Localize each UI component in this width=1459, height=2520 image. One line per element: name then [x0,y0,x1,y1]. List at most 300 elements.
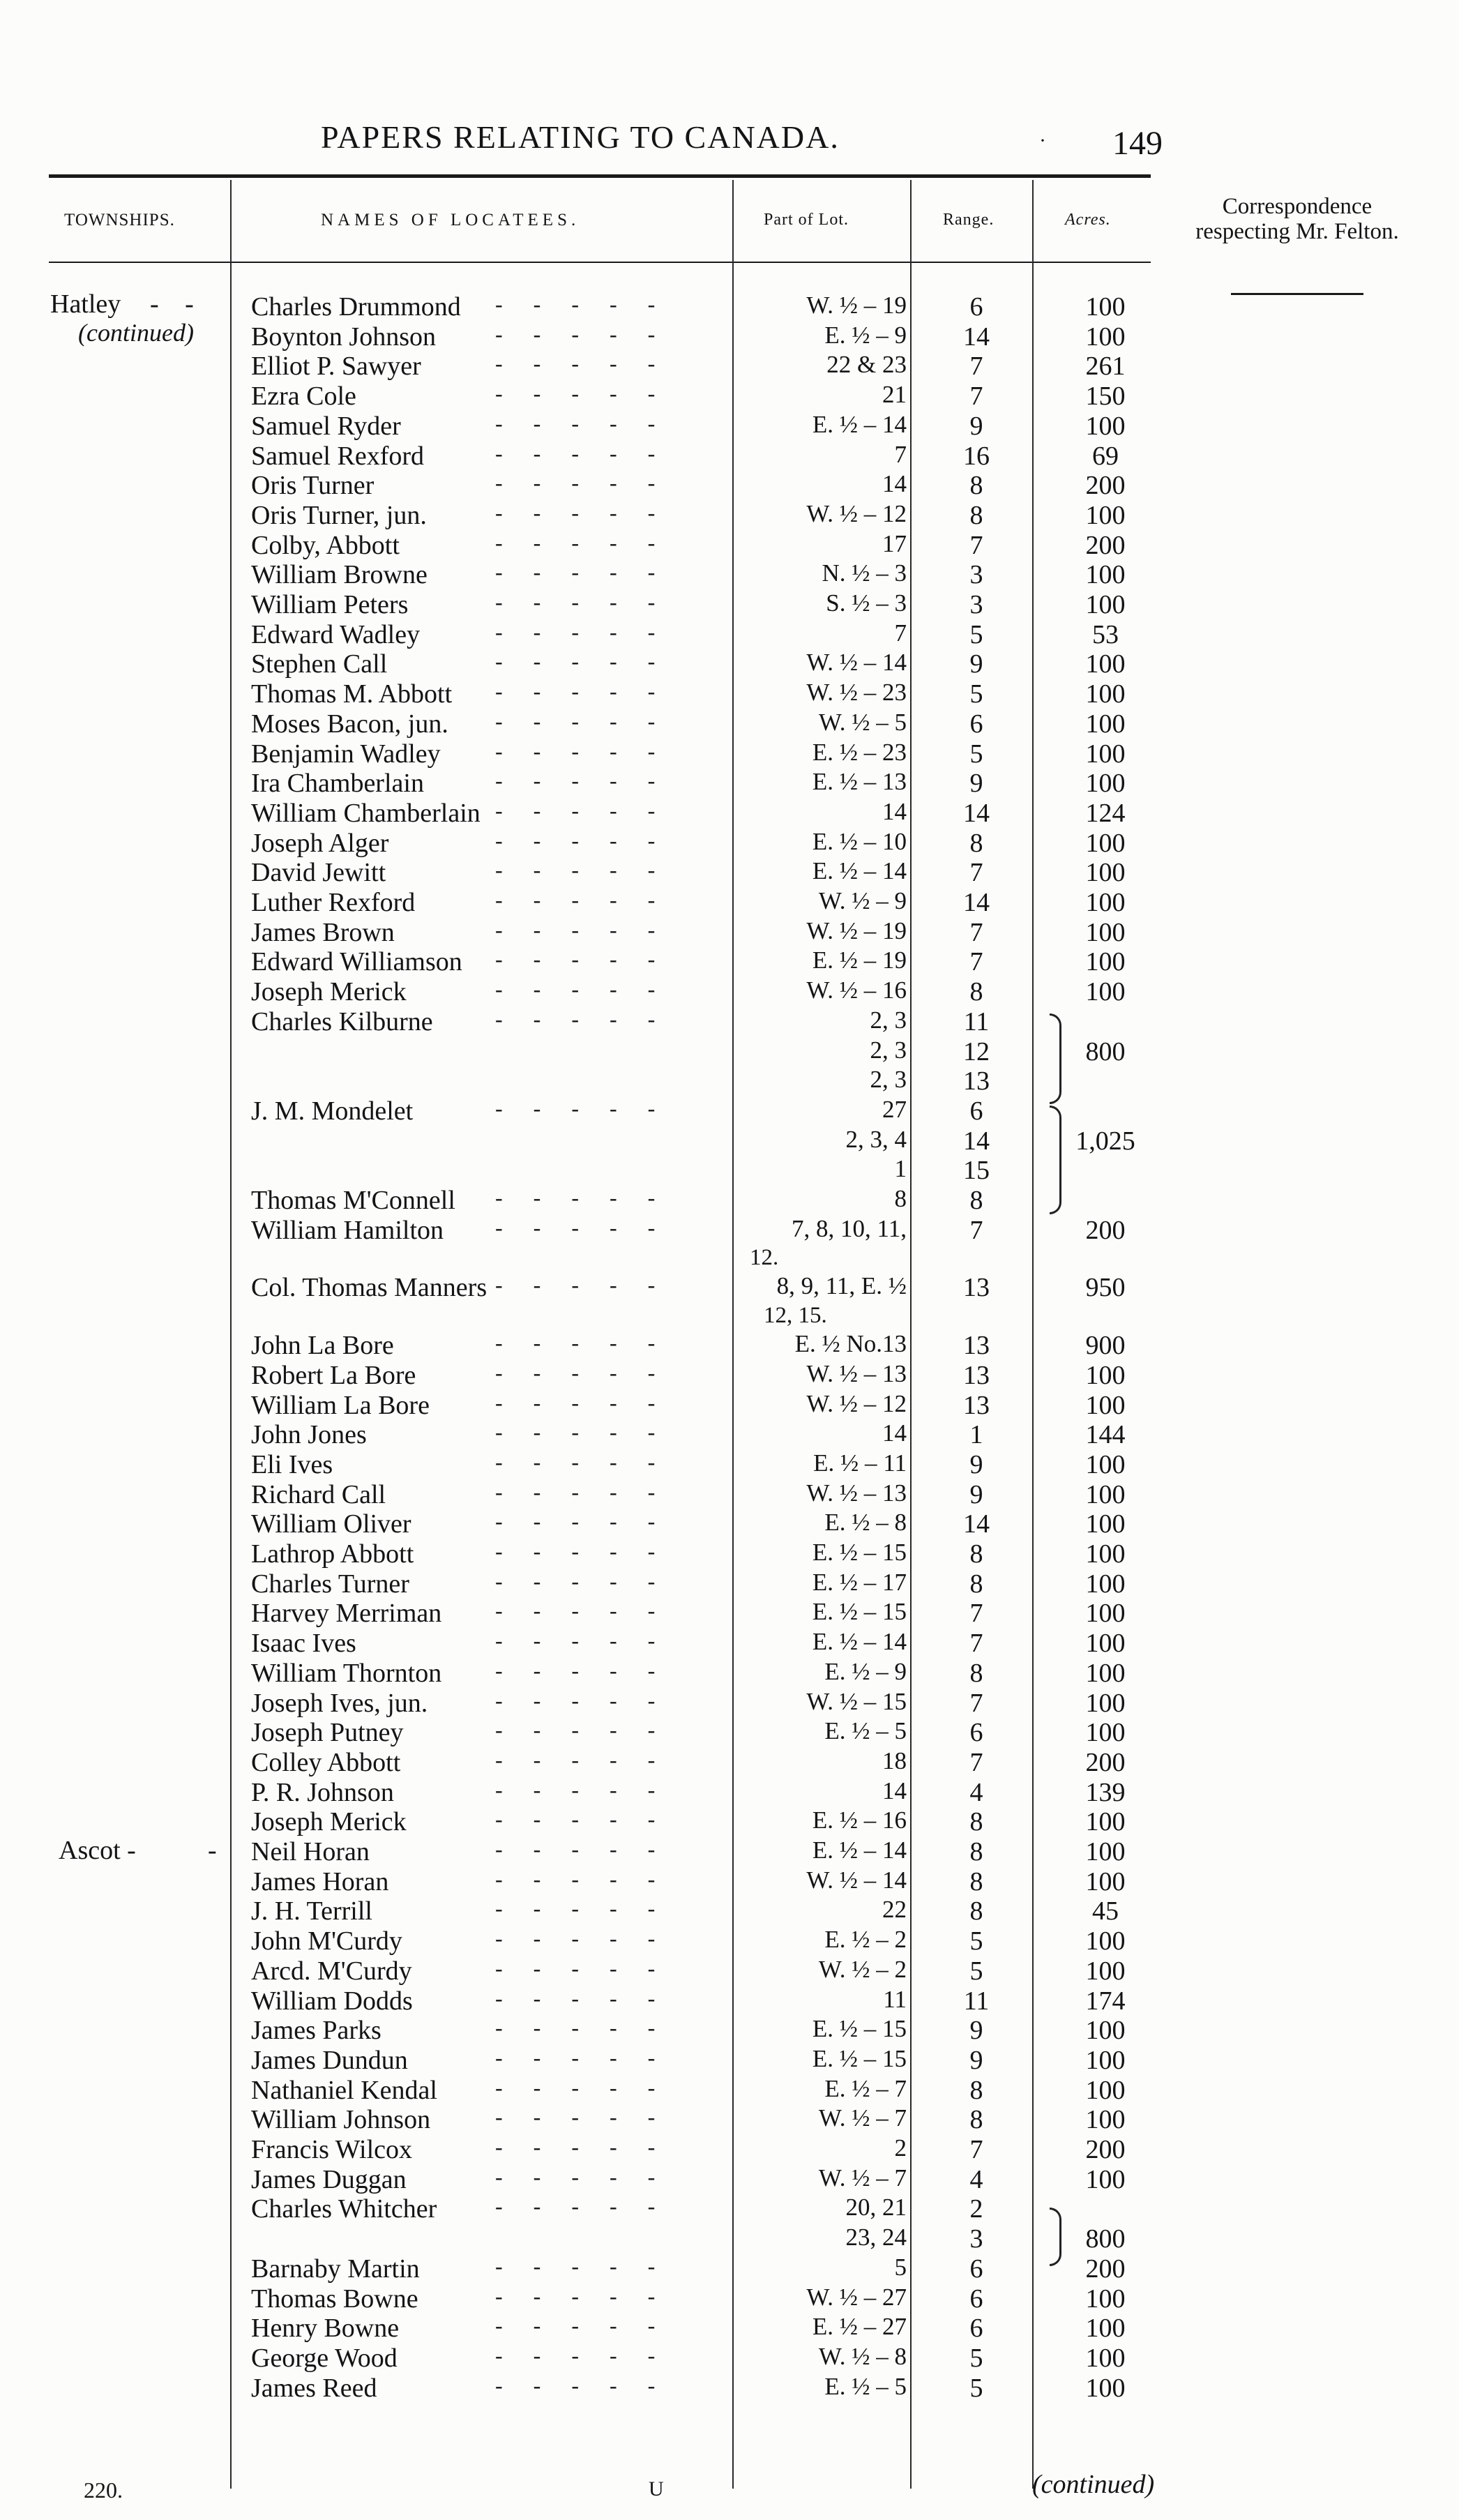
table-row [0,1658,1151,1689]
locatee-name: Charles Whitcher [251,2194,437,2224]
locatee-name: David Jewitt [251,858,386,888]
locatee-name: James Brown [251,917,395,947]
leader-dashes: ----- [495,1479,686,1504]
part-of-lot: W. ½ – 14 [806,1866,907,1894]
leader-dashes: ----- [495,679,686,704]
table-row [0,649,1151,679]
range-value: 2 [969,2194,983,2224]
part-continuation: 12. [750,1245,779,1270]
acres-value: 100 [1085,1658,1126,1688]
part-of-lot: E. ½ – 14 [812,857,907,885]
table-row [0,2343,1151,2374]
leader-dashes: ----- [495,1926,686,1952]
locatee-name: Col. Thomas Manners [251,1273,487,1303]
leader-dashes: ----- [495,708,686,734]
part-of-lot: 1 [894,1155,907,1183]
leader-dashes: ----- [495,559,686,585]
table-row [0,857,1151,888]
locatee-name: James Reed [251,2373,377,2403]
locatee-name: Henry Bowne [251,2314,400,2344]
acres-value: 100 [1085,917,1126,947]
table-row [0,798,1151,829]
locatee-name: Oris Turner, jun. [251,500,427,530]
range-value: 9 [969,411,983,441]
acres-value: 69 [1092,441,1119,471]
range-value: 5 [969,679,983,709]
acres-value: 1,025 [1075,1126,1135,1156]
locatee-name: Lathrop Abbott [251,1539,414,1569]
locatee-name: Neil Horan [251,1837,370,1866]
township-ascot-dash: - [208,1836,217,1865]
locatee-name: J. H. Terrill [251,1896,372,1926]
leader-dashes: ----- [495,2372,686,2398]
leader-dashes: ----- [495,1272,686,1298]
range-value: 11 [963,1986,990,2016]
part-of-lot: 22 [882,1896,907,1924]
leader-dashes: ----- [495,1095,686,1121]
column-header-range: Range. [943,211,995,229]
table-row [0,322,1151,352]
acres-value: 100 [1085,1360,1126,1390]
side-note: Correspondence respecting Mr. Felton. [1195,194,1399,244]
leader-dashes: ----- [495,529,686,555]
locatee-name: Moses Bacon, jun. [251,709,448,739]
leader-dashes: ----- [495,649,686,674]
range-value: 7 [969,382,983,412]
leader-dashes: ----- [495,2074,686,2100]
locatee-name: John Jones [251,1420,367,1450]
range-value: 7 [969,1688,983,1718]
part-of-lot: E. ½ – 23 [812,738,907,766]
acres-value: 100 [1085,828,1126,858]
township-continued: (continued) [78,319,194,347]
locatee-name: Francis Wilcox [251,2135,413,2164]
footer-continued: (continued) [1032,2470,1155,2499]
leader-dashes: ----- [495,1806,686,1832]
part-of-lot: E. ½ – 15 [812,2044,907,2072]
acres-value: 100 [1085,590,1126,619]
locatee-name: Edward Williamson [251,947,462,977]
leader-dashes: ----- [495,1687,686,1713]
part-of-lot: 14 [882,470,907,498]
acres-value: 200 [1085,471,1126,501]
acres-value: 100 [1085,560,1126,590]
table-row [0,2015,1151,2046]
range-value: 5 [969,619,983,649]
part-of-lot: 21 [882,381,907,409]
locatee-name: Joseph Alger [251,828,389,858]
part-of-lot: E. ½ – 14 [812,410,907,438]
part-of-lot: E. ½ – 5 [824,2372,907,2400]
range-value: 8 [969,828,983,858]
acres-value: 100 [1085,649,1126,679]
range-value: 5 [969,1956,983,1986]
locatee-name: William La Bore [251,1390,430,1420]
table-row [0,1215,1151,1246]
part-of-lot: E. ½ – 16 [812,1806,907,1834]
table-row [0,1036,1151,1067]
part-of-lot: E. ½ – 15 [812,1598,907,1626]
acres-value: 100 [1085,1688,1126,1718]
part-of-lot: E. ½ – 13 [812,768,907,796]
table-row [0,1628,1151,1659]
locatee-name: Thomas M. Abbott [251,679,453,709]
locatee-name: Ezra Cole [251,382,356,412]
leader-dashes: ----- [495,1359,686,1385]
range-value: 13 [963,1273,990,1303]
locatee-name: James Duggan [251,2164,407,2194]
acres-value: 100 [1085,322,1126,352]
range-value: 7 [969,1629,983,1659]
table-row [0,1479,1151,1510]
leader-dashes: ----- [495,440,686,466]
leader-dashes: ----- [495,1598,686,1624]
footer-signature-number: 220. [84,2477,123,2503]
leader-dashes: ----- [495,619,686,644]
table-row [0,1866,1151,1897]
leader-dashes: ----- [495,2134,686,2159]
part-of-lot: 11 [883,1985,907,2013]
part-of-lot: E. ½ – 10 [812,827,907,855]
table-row [0,1155,1151,1186]
part-of-lot: 2, 3 [870,1066,907,1094]
leader-dashes: ----- [495,1330,686,1356]
locatee-name: Samuel Ryder [251,411,401,441]
header-dot: · [1039,129,1046,152]
acres-value: 144 [1085,1420,1126,1450]
acres-value: 200 [1085,2254,1126,2284]
leader-dashes: ----- [495,887,686,912]
leader-dashes: ----- [495,1955,686,1981]
range-value: 12 [963,1036,990,1066]
range-value: 15 [963,1156,990,1186]
leader-dashes: ----- [495,1006,686,1032]
table-row [0,679,1151,709]
part-of-lot: E. ½ – 2 [824,1926,907,1954]
table-row [0,2254,1151,2284]
part-continuation: 12, 15. [764,1303,827,1328]
acres-value: 100 [1085,977,1126,1007]
acres-value: 900 [1085,1331,1126,1361]
part-of-lot: W. ½ – 9 [818,887,907,914]
table-row [0,530,1151,561]
acres-value: 100 [1085,1509,1126,1539]
leader-dashes: ----- [495,2342,686,2368]
range-value: 5 [969,2343,983,2373]
table-row [0,1126,1151,1156]
part-of-lot: W. ½ – 14 [806,649,907,677]
locatee-name: Eli Ives [251,1449,333,1479]
leader-dashes: ----- [495,292,686,317]
table-row [0,709,1151,739]
locatee-name: Samuel Rexford [251,441,425,471]
range-value: 9 [969,769,983,799]
leader-dashes: ----- [495,589,686,614]
range-value: 7 [969,1215,983,1245]
acres-value: 200 [1085,1747,1126,1777]
acres-value: 100 [1085,1599,1126,1629]
table-row [0,589,1151,620]
locatee-name: William Browne [251,560,428,590]
range-value: 7 [969,530,983,560]
acres-value: 100 [1085,2343,1126,2373]
leader-dashes: ----- [495,2044,686,2070]
township-ascot: Ascot - [59,1836,136,1865]
leader-dashes: ----- [495,470,686,496]
leader-dashes: ----- [495,768,686,794]
leader-dashes: ----- [495,381,686,407]
part-of-lot: E. ½ – 9 [824,321,907,349]
leader-dashes: ----- [495,499,686,525]
locatee-name: Elliot P. Sawyer [251,352,421,382]
leader-dashes: ----- [495,1746,686,1772]
acres-value: 800 [1085,1036,1126,1066]
locatee-name: William Dodds [251,1986,413,2016]
table-row [0,381,1151,412]
leader-dashes: ----- [495,1389,686,1415]
table-row [0,1509,1151,1539]
range-value: 1 [969,1420,983,1450]
table-row [0,2104,1151,2135]
acres-value: 174 [1085,1986,1126,2016]
acres-value: 100 [1085,1866,1126,1896]
leader-dashes: ----- [495,1449,686,1474]
range-value: 3 [969,2224,983,2254]
table-row [0,1539,1151,1569]
table-row [0,2164,1151,2195]
column-header-names: NAMES OF LOCATEES. [321,211,580,229]
range-value: 8 [969,1896,983,1926]
leader-dashes: ----- [495,1836,686,1862]
part-of-lot: E. ½ – 7 [824,2074,907,2102]
leader-dashes: ----- [495,1185,686,1210]
range-value: 3 [969,560,983,590]
range-value: 7 [969,1747,983,1777]
table-row [0,768,1151,799]
range-value: 13 [963,1066,990,1096]
acres-value: 100 [1085,2284,1126,2314]
acres-value: 100 [1085,2045,1126,2075]
locatee-name: George Wood [251,2343,398,2373]
part-of-lot: E. ½ – 8 [824,1509,907,1537]
acres-value: 100 [1085,1390,1126,1420]
part-of-lot: E. ½ – 11 [813,1449,907,1477]
table-row [0,1836,1151,1867]
locatee-name: William Chamberlain [251,798,481,828]
part-of-lot: W. ½ – 12 [806,1389,907,1417]
part-of-lot: 2, 3, 4 [845,1125,907,1153]
part-of-lot: W. ½ – 23 [806,679,907,707]
range-value: 8 [969,1569,983,1599]
part-of-lot: E. ½ – 5 [824,1717,907,1745]
range-value: 7 [969,917,983,947]
leader-dashes: ----- [495,827,686,853]
part-of-lot: E. ½ – 19 [812,946,907,974]
acres-value: 100 [1085,1539,1126,1569]
table-row [0,1956,1151,1986]
table-row [0,1926,1151,1956]
locatee-name: Colby, Abbott [251,530,400,560]
locatee-name: Thomas M'Connell [251,1186,455,1215]
locatee-name: William Thornton [251,1658,442,1688]
table-row [0,1096,1151,1126]
leader-dashes: ----- [495,2313,686,2339]
part-of-lot: 17 [882,529,907,557]
table-row [0,1272,1151,1303]
range-value: 6 [969,2314,983,2344]
leader-dashes: ----- [495,2164,686,2189]
table-row [0,2284,1151,2314]
table-row [0,1598,1151,1629]
part-of-lot: 14 [882,797,907,825]
leader-dashes: ----- [495,1896,686,1922]
table-row [0,2313,1151,2344]
range-value: 8 [969,500,983,530]
township-hatley-dash: - - [150,289,204,319]
part-of-lot: W. ½ – 15 [806,1687,907,1715]
part-of-lot: 22 & 23 [826,351,907,379]
table-row [0,292,1151,322]
range-value: 14 [963,888,990,917]
leader-dashes: ----- [495,738,686,764]
acres-value: 100 [1085,709,1126,739]
part-of-lot: W. ½ – 13 [806,1479,907,1507]
part-of-lot: W. ½ – 7 [818,2164,907,2191]
part-of-lot: E. ½ – 17 [812,1568,907,1596]
table-row [0,887,1151,918]
part-of-lot: 2, 3 [870,1006,907,1034]
locatee-name: Benjamin Wadley [251,739,441,769]
table-row [0,1185,1151,1216]
range-value: 8 [969,1807,983,1837]
part-of-lot: 7 [894,619,907,647]
acres-value: 150 [1085,382,1126,412]
table-row [0,946,1151,977]
acres-value: 100 [1085,2314,1126,2344]
locatee-name: Nathaniel Kendal [251,2075,437,2105]
acres-value: 200 [1085,530,1126,560]
table-row [0,2045,1151,2076]
part-of-lot: 7 [894,440,907,468]
part-of-lot: W. ½ – 19 [806,292,907,319]
acres-value: 139 [1085,1777,1126,1807]
range-value: 9 [969,1479,983,1509]
leader-dashes: ----- [495,2015,686,2041]
table-row [0,1360,1151,1391]
acres-value: 100 [1085,888,1126,917]
locatee-name: James Dundun [251,2045,408,2075]
locatee-name: Arcd. M'Curdy [251,1956,412,1986]
acres-value: 100 [1085,1449,1126,1479]
leader-dashes: ----- [495,321,686,347]
table-row [0,351,1151,382]
column-header-part-of-lot: Part of Lot. [764,211,849,229]
part-of-lot: E. ½ – 14 [812,1836,907,1864]
leader-dashes: ----- [495,1628,686,1654]
acres-value: 45 [1092,1896,1119,1926]
header-rule [49,174,1151,178]
leader-dashes: ----- [495,1568,686,1594]
part-of-lot: W. ½ – 2 [818,1955,907,1983]
acres-value: 100 [1085,1837,1126,1866]
part-of-lot: E. ½ – 15 [812,1539,907,1566]
range-value: 6 [969,2254,983,2284]
table-row [0,2373,1151,2404]
leader-dashes: ----- [495,2253,686,2279]
page-number: 149 [1112,125,1163,162]
page-title: PAPERS RELATING TO CANADA. [321,119,840,155]
leader-dashes: ----- [495,2283,686,2309]
locatee-name: Charles Kilburne [251,1006,433,1036]
part-of-lot: 8, 9, 11, E. ½ [776,1272,907,1300]
part-of-lot: S. ½ – 3 [826,589,907,617]
range-value: 16 [963,441,990,471]
table-row [0,976,1151,1007]
range-value: 13 [963,1390,990,1420]
part-of-lot: 2 [894,2134,907,2161]
range-value: 7 [969,2135,983,2164]
range-value: 14 [963,1509,990,1539]
part-of-lot: E. ½ – 27 [812,2313,907,2341]
range-value: 4 [969,2164,983,2194]
table-row [0,1717,1151,1748]
leader-dashes: ----- [495,2104,686,2130]
acres-value: 100 [1085,769,1126,799]
acres-value: 100 [1085,1718,1126,1748]
part-of-lot: E. ½ – 9 [824,1657,907,1685]
range-value: 6 [969,1718,983,1748]
column-header-townships: TOWNSHIPS. [64,211,175,229]
locatee-name: Edward Wadley [251,619,421,649]
leader-dashes: ----- [495,916,686,942]
column-header-rule [49,262,1151,263]
footer-signature-letter: U [649,2477,664,2500]
locatee-name: Joseph Ives, jun. [251,1688,428,1718]
acres-value: 53 [1092,619,1119,649]
part-of-lot: N. ½ – 3 [822,559,907,587]
part-of-lot: W. ½ – 27 [806,2283,907,2311]
range-value: 8 [969,977,983,1007]
leader-dashes: ----- [495,946,686,972]
table-row [0,500,1151,531]
leader-dashes: ----- [495,1657,686,1683]
locatee-name: William Johnson [251,2105,431,2135]
range-value: 8 [969,2075,983,2105]
range-value: 7 [969,1599,983,1629]
part-of-lot: 18 [882,1746,907,1774]
table-row [0,411,1151,442]
range-value: 13 [963,1360,990,1390]
acres-value: 100 [1085,2105,1126,2135]
township-hatley: Hatley [50,289,121,319]
locatee-name: Harvey Merriman [251,1599,442,1629]
acres-value: 100 [1085,679,1126,709]
range-value: 6 [969,1096,983,1126]
acres-value: 100 [1085,2075,1126,2105]
acres-value: 950 [1085,1273,1126,1303]
range-value: 8 [969,1866,983,1896]
locatee-name: William Peters [251,590,409,619]
table-row [0,470,1151,501]
range-value: 5 [969,1926,983,1956]
range-value: 9 [969,1449,983,1479]
side-note-rule [1231,293,1363,295]
locatee-name: John La Bore [251,1331,394,1361]
range-value: 7 [969,352,983,382]
range-value: 5 [969,739,983,769]
range-value: 8 [969,471,983,501]
leader-dashes: ----- [495,2194,686,2219]
